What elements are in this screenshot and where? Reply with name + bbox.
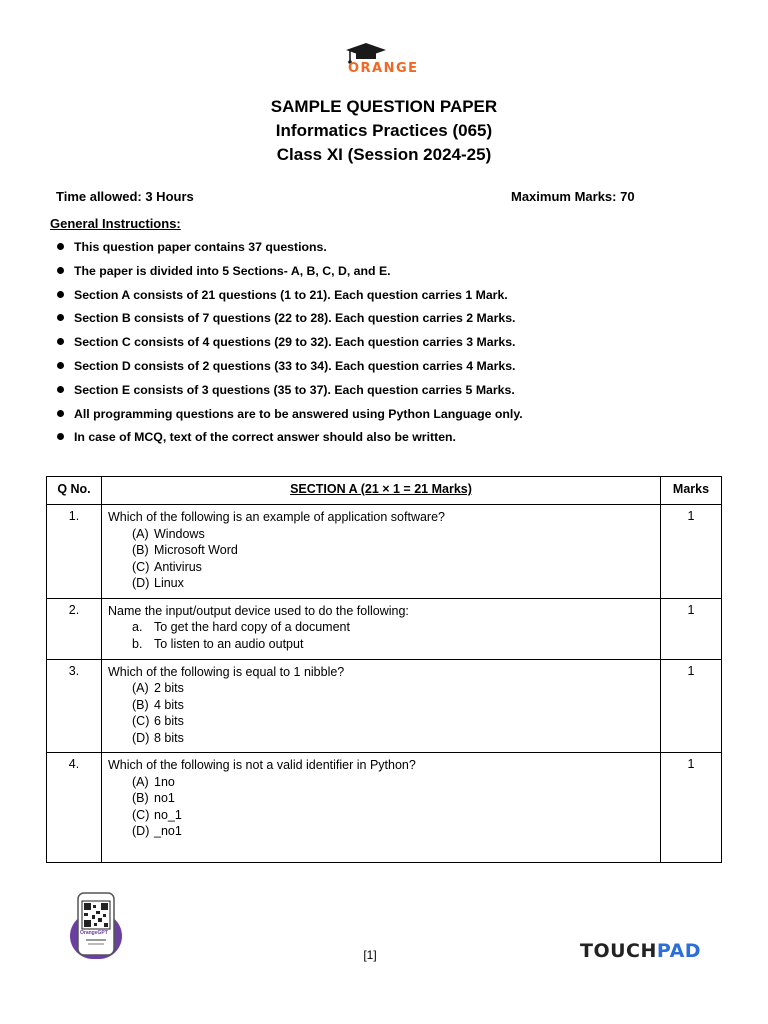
option-item: (A) 2 bits (132, 681, 184, 695)
instruction-item: Section A consists of 21 questions (1 to 21). Each question carries 1 Mark. (56, 285, 523, 309)
logo-text: ORANGE (348, 61, 419, 76)
option-item: (D) Linux (132, 576, 184, 590)
question-body (102, 753, 661, 863)
option-item: (D) _no1 (132, 824, 182, 838)
question-marks: 1 (661, 505, 722, 599)
questions-table (46, 476, 722, 863)
instruction-item: In case of MCQ, text of the correct answer should also be written. (56, 427, 523, 451)
question-body (102, 659, 661, 753)
marks-header: Marks (661, 477, 722, 505)
maximum-marks: Maximum Marks: 70 (511, 189, 635, 204)
bullet-icon (57, 291, 64, 298)
option-item: (C) 6 bits (132, 714, 184, 728)
question-number: 1. (47, 505, 102, 599)
option-item: b. To listen to an audio output (132, 636, 304, 651)
instruction-item: Section D consists of 2 questions (33 to 34). Each question carries 4 Marks. (56, 356, 523, 380)
option-item: (D) 8 bits (132, 730, 184, 745)
option-item: (A) 1no (132, 774, 175, 789)
bullet-icon (57, 267, 64, 274)
option-item: (B) 4 bits (132, 697, 184, 712)
question-body (102, 505, 661, 599)
time-allowed: Time allowed: 3 Hours (56, 189, 194, 204)
question-number: 4. (47, 753, 102, 863)
brand-part1: TOUCH (580, 940, 657, 962)
table-header-row (47, 477, 722, 505)
section-header: SECTION A (21 × 1 = 21 Marks) (102, 477, 661, 505)
option-item: (B) no1 (132, 791, 175, 805)
bullet-icon (57, 433, 64, 440)
page-number: [1] (363, 948, 377, 962)
paper-subject: Informatics Practices (065) (275, 121, 493, 140)
question-marks: 1 (661, 598, 722, 659)
paper-titles (0, 95, 768, 167)
option-item: (C) Antivirus (132, 559, 202, 574)
instruction-item: The paper is divided into 5 Sections- A, B, C, D, and E. (56, 261, 523, 285)
paper-class-session: Class XI (Session 2024-25) (276, 145, 492, 164)
question-row (47, 659, 722, 753)
general-instructions-title: General Instructions: (50, 216, 181, 231)
qr-caption: OrangeGPT (80, 930, 108, 936)
question-text: Which of the following is not a valid identifier in Python? (108, 758, 416, 772)
instruction-item: Section C consists of 4 questions (29 to 32). Each question carries 3 Marks. (56, 332, 523, 356)
instructions-list (56, 237, 523, 451)
question-marks: 1 (661, 659, 722, 753)
orange-logo (340, 43, 430, 79)
instruction-item: Section E consists of 3 questions (35 to 37). Each question carries 5 Marks. (56, 380, 523, 404)
option-item: (C) no_1 (132, 807, 182, 822)
instruction-item: All programming questions are to be answered using Python Language only. (56, 404, 523, 428)
question-text: Which of the following is an example of application software? (108, 510, 445, 524)
bullet-icon (57, 314, 64, 321)
question-body (102, 598, 661, 659)
bullet-icon (57, 410, 64, 417)
question-row (47, 505, 722, 599)
qno-header: Q No. (47, 477, 102, 505)
question-row (47, 753, 722, 863)
option-item: a. To get the hard copy of a document (132, 620, 350, 634)
bullet-icon (57, 386, 64, 393)
option-item: (B) Microsoft Word (132, 543, 238, 557)
paper-title: SAMPLE QUESTION PAPER (270, 97, 498, 116)
touchpad-logo (580, 940, 701, 962)
question-marks: 1 (661, 753, 722, 863)
bullet-icon (57, 362, 64, 369)
instruction-item: This question paper contains 37 questions. (56, 237, 523, 261)
question-number: 3. (47, 659, 102, 753)
bullet-icon (57, 338, 64, 345)
question-text: Which of the following is equal to 1 nibble? (108, 664, 345, 679)
question-number: 2. (47, 598, 102, 659)
instruction-item: Section B consists of 7 questions (22 to 28). Each question carries 2 Marks. (56, 308, 523, 332)
brand-part2: PAD (656, 940, 702, 962)
question-text: Name the input/output device used to do the following: (108, 603, 409, 618)
bullet-icon (57, 243, 64, 250)
option-item: (A) Windows (132, 526, 205, 541)
question-row (47, 598, 722, 659)
